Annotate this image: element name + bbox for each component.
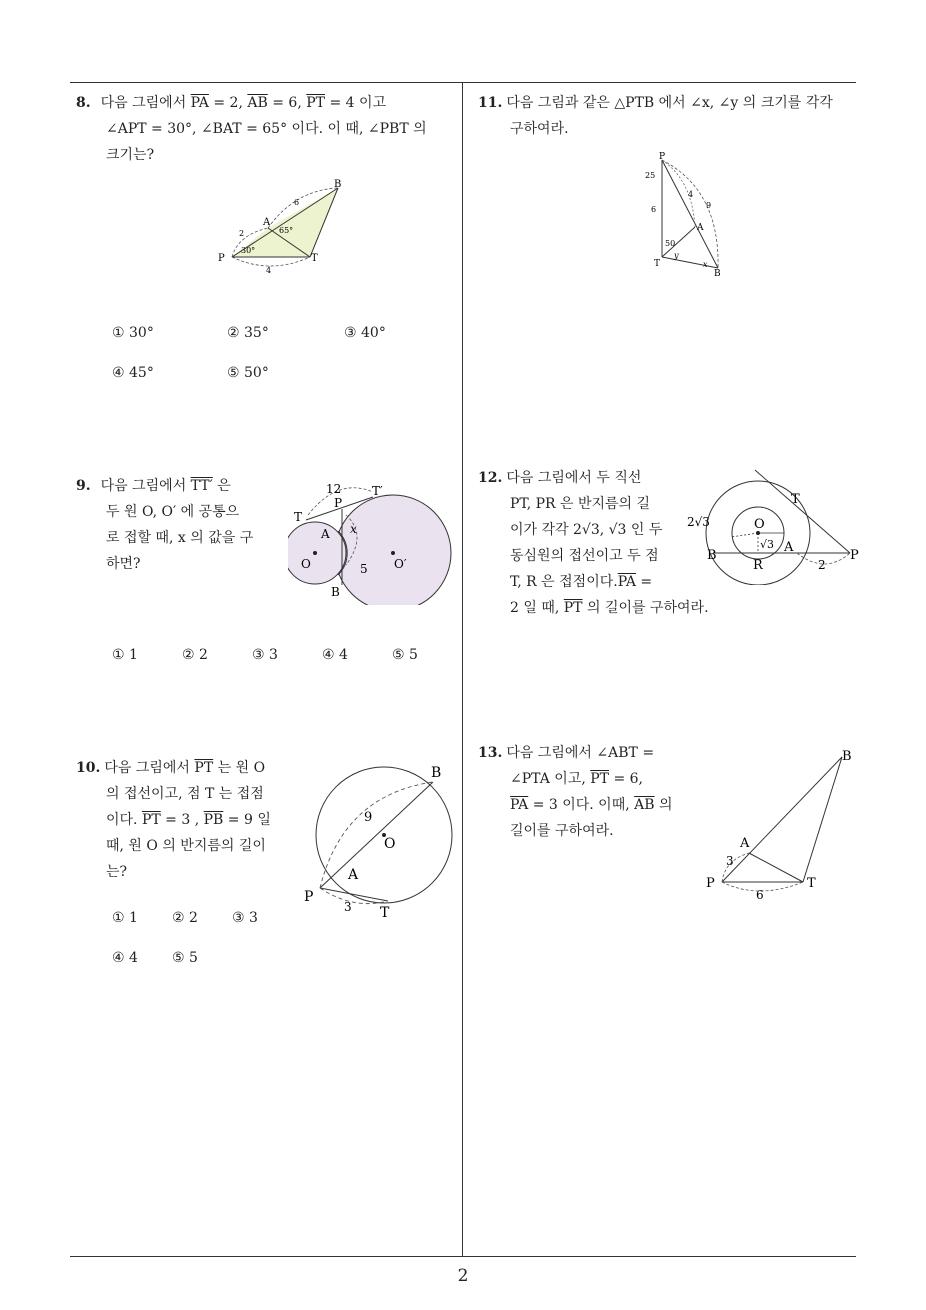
q9-label-B: B [331, 585, 340, 599]
q13-line4: 길이를 구하여라. [510, 823, 614, 839]
q8-angle-65: 65° [279, 226, 294, 235]
q8-line2: ∠APT = 30°, ∠BAT = 65° 이다. 이 때, ∠PBT 의 [106, 121, 427, 137]
q11-label-T: T [654, 259, 661, 269]
question-12 [478, 465, 709, 621]
q12-line6: 2 일 때, $\overline{PT}$ 의 길이를 구하여라. [510, 600, 709, 616]
q8-angle-30: 30° [241, 246, 256, 255]
q8-label-P: P [218, 253, 225, 264]
q9-label-A: A [321, 527, 330, 541]
q9-choice-2[interactable]: ② 2 [182, 647, 208, 663]
q8-choice-5[interactable]: ⑤ 50° [227, 365, 269, 381]
bottom-rule [70, 1256, 856, 1257]
question-10 [76, 755, 291, 885]
q8-choice-3[interactable]: ③ 40° [344, 325, 386, 341]
q12-line1: 12. 다음 그림에서 두 직선 [478, 470, 642, 486]
q10-choice-2[interactable]: ② 2 [172, 910, 198, 926]
q9-choice-4[interactable]: ④ 4 [322, 647, 348, 663]
q9-label-5: 5 [360, 562, 368, 576]
q12-line5: T, R 은 접점이다$.\overline{PA}$ = [510, 574, 653, 590]
q8-choice-4[interactable]: ④ 45° [112, 365, 154, 381]
q13-label-A: A [740, 836, 750, 851]
question-9 [76, 473, 276, 577]
q12-line2: PT, PR 은 반지름의 길 [510, 496, 651, 512]
q10-choice-1[interactable]: ① 1 [112, 910, 138, 926]
q9-label-O: O [301, 557, 311, 571]
q12-line4: 동심원의 접선이고 두 점 [510, 548, 659, 564]
q10-label-3: 3 [344, 900, 352, 914]
q11-label-B: B [714, 269, 721, 279]
q12-label-P: P [850, 548, 859, 563]
q10-label-O: O [384, 836, 396, 852]
q8-label-T: T [311, 253, 318, 264]
q12-label-2: 2 [818, 558, 826, 572]
q12-line3: 이가 각각 2√3, √3 인 두 [510, 522, 663, 538]
question-11 [478, 90, 863, 142]
q12-label-T: T [791, 492, 800, 507]
q8-choices [112, 325, 452, 385]
q10-label-B: B [431, 765, 442, 781]
q8-line3: 크기는? [106, 147, 155, 163]
q9-figure [288, 475, 458, 605]
q9-choice-1[interactable]: ① 1 [112, 647, 138, 663]
q9-line2: 두 원 O, O′ 에 공통으 [106, 504, 240, 520]
q10-label-A: A [348, 867, 359, 883]
q11-angle-50: 50 [665, 239, 676, 248]
q9-label-x: x [350, 522, 357, 536]
q10-choice-3[interactable]: ③ 3 [232, 910, 258, 926]
q9-choice-5[interactable]: ⑤ 5 [392, 647, 418, 663]
question-8 [76, 90, 458, 168]
q11-line1: 11. 다음 그림과 같은 △PTB 에서 ∠x, ∠y 의 크기를 각각 [478, 95, 833, 111]
q12-label-2root3: 2√3 [687, 515, 710, 529]
q11-label-9: 9 [706, 201, 712, 210]
q11-label-A: A [697, 223, 704, 233]
q12-label-root3: √3 [760, 538, 775, 551]
q9-line1: 9. 다음 그림에서 TT′ 은 [76, 478, 231, 494]
q10-label-9: 9 [364, 810, 373, 825]
q10-choice-4[interactable]: ④ 4 [112, 950, 138, 966]
q10-figure [298, 755, 458, 920]
q8-choice-2[interactable]: ② 35° [227, 325, 269, 341]
q10-line2: 의 접선이고, 점 T 는 접점 [106, 786, 264, 802]
q8-label-4: 4 [266, 266, 272, 275]
q13-line2: ∠PTA 이고, $\overline{PT} = 6$, [510, 771, 643, 787]
q13-label-P: P [706, 876, 715, 891]
q12-label-A: A [784, 540, 794, 555]
page-number: 2 [457, 1266, 469, 1286]
q8-figure [210, 175, 360, 280]
q11-angle-x: x [703, 260, 708, 269]
q9-line4: 하면? [106, 556, 141, 572]
q11-angle-y: y [674, 251, 679, 260]
column-divider [462, 82, 463, 1256]
q9-choice-3[interactable]: ③ 3 [252, 647, 278, 663]
q10-label-P: P [304, 889, 314, 905]
q13-label-3: 3 [726, 854, 734, 868]
q10-choice-5[interactable]: ⑤ 5 [172, 950, 198, 966]
q9-label-12: 12 [326, 482, 342, 496]
q8-label-6: 6 [294, 198, 300, 207]
q9-label-Oprime: O′ [394, 557, 407, 571]
q8-line1: 8. 다음 그림에서 $\overline{PA} = 2$, $\overline{AB} = 6$, $\overline{PT} = 4$ 이고 [76, 95, 387, 111]
q11-label-P: P [659, 152, 666, 162]
q10-line1: 10. 다음 그림에서 $\overline{PT}$ 는 원 O [76, 760, 266, 776]
q12-figure [685, 465, 870, 585]
q12-label-O: O [754, 517, 765, 532]
q9-line3: 로 접할 때, x 의 값을 구 [106, 530, 254, 546]
q12-label-R: R [753, 558, 763, 573]
q13-line1: 13. 다음 그림에서 ∠ABT = [478, 745, 655, 761]
q10-label-T: T [380, 905, 390, 920]
q9-label-T: T [294, 510, 303, 524]
q8-label-2: 2 [239, 229, 245, 238]
q13-label-B: B [842, 749, 852, 764]
top-rule [70, 82, 856, 83]
q8-label-B: B [334, 179, 342, 190]
q8-choice-1[interactable]: ① 30° [112, 325, 154, 341]
q13-line3: $\overline{PA} = 3$ 이다. 이때, $\overline{AB}$ 의 [510, 797, 673, 813]
q9-label-Tprime: T′ [372, 484, 383, 498]
q11-figure [640, 150, 730, 280]
q13-label-6: 6 [756, 888, 764, 902]
q9-choices [112, 647, 452, 667]
q13-label-T: T [807, 876, 816, 891]
q13-figure [700, 740, 865, 905]
q11-line2: 구하여라. [510, 121, 569, 137]
q12-label-B: B [707, 548, 717, 563]
question-13 [478, 740, 688, 844]
q11-angle-25: 25 [645, 171, 656, 180]
q9-label-P: P [334, 496, 343, 510]
q10-line4: 때, 원 O 의 반지름의 길이 [106, 838, 266, 854]
q10-line5: 는? [106, 864, 128, 880]
q8-label-A: A [263, 217, 271, 228]
q11-label-4: 4 [688, 190, 694, 199]
q11-label-6: 6 [651, 205, 657, 214]
q10-choices [112, 910, 312, 970]
q10-line3: 이다. $\overline{PT} = 3$ , $\overline{PB} = 9$ 일 [106, 812, 271, 828]
